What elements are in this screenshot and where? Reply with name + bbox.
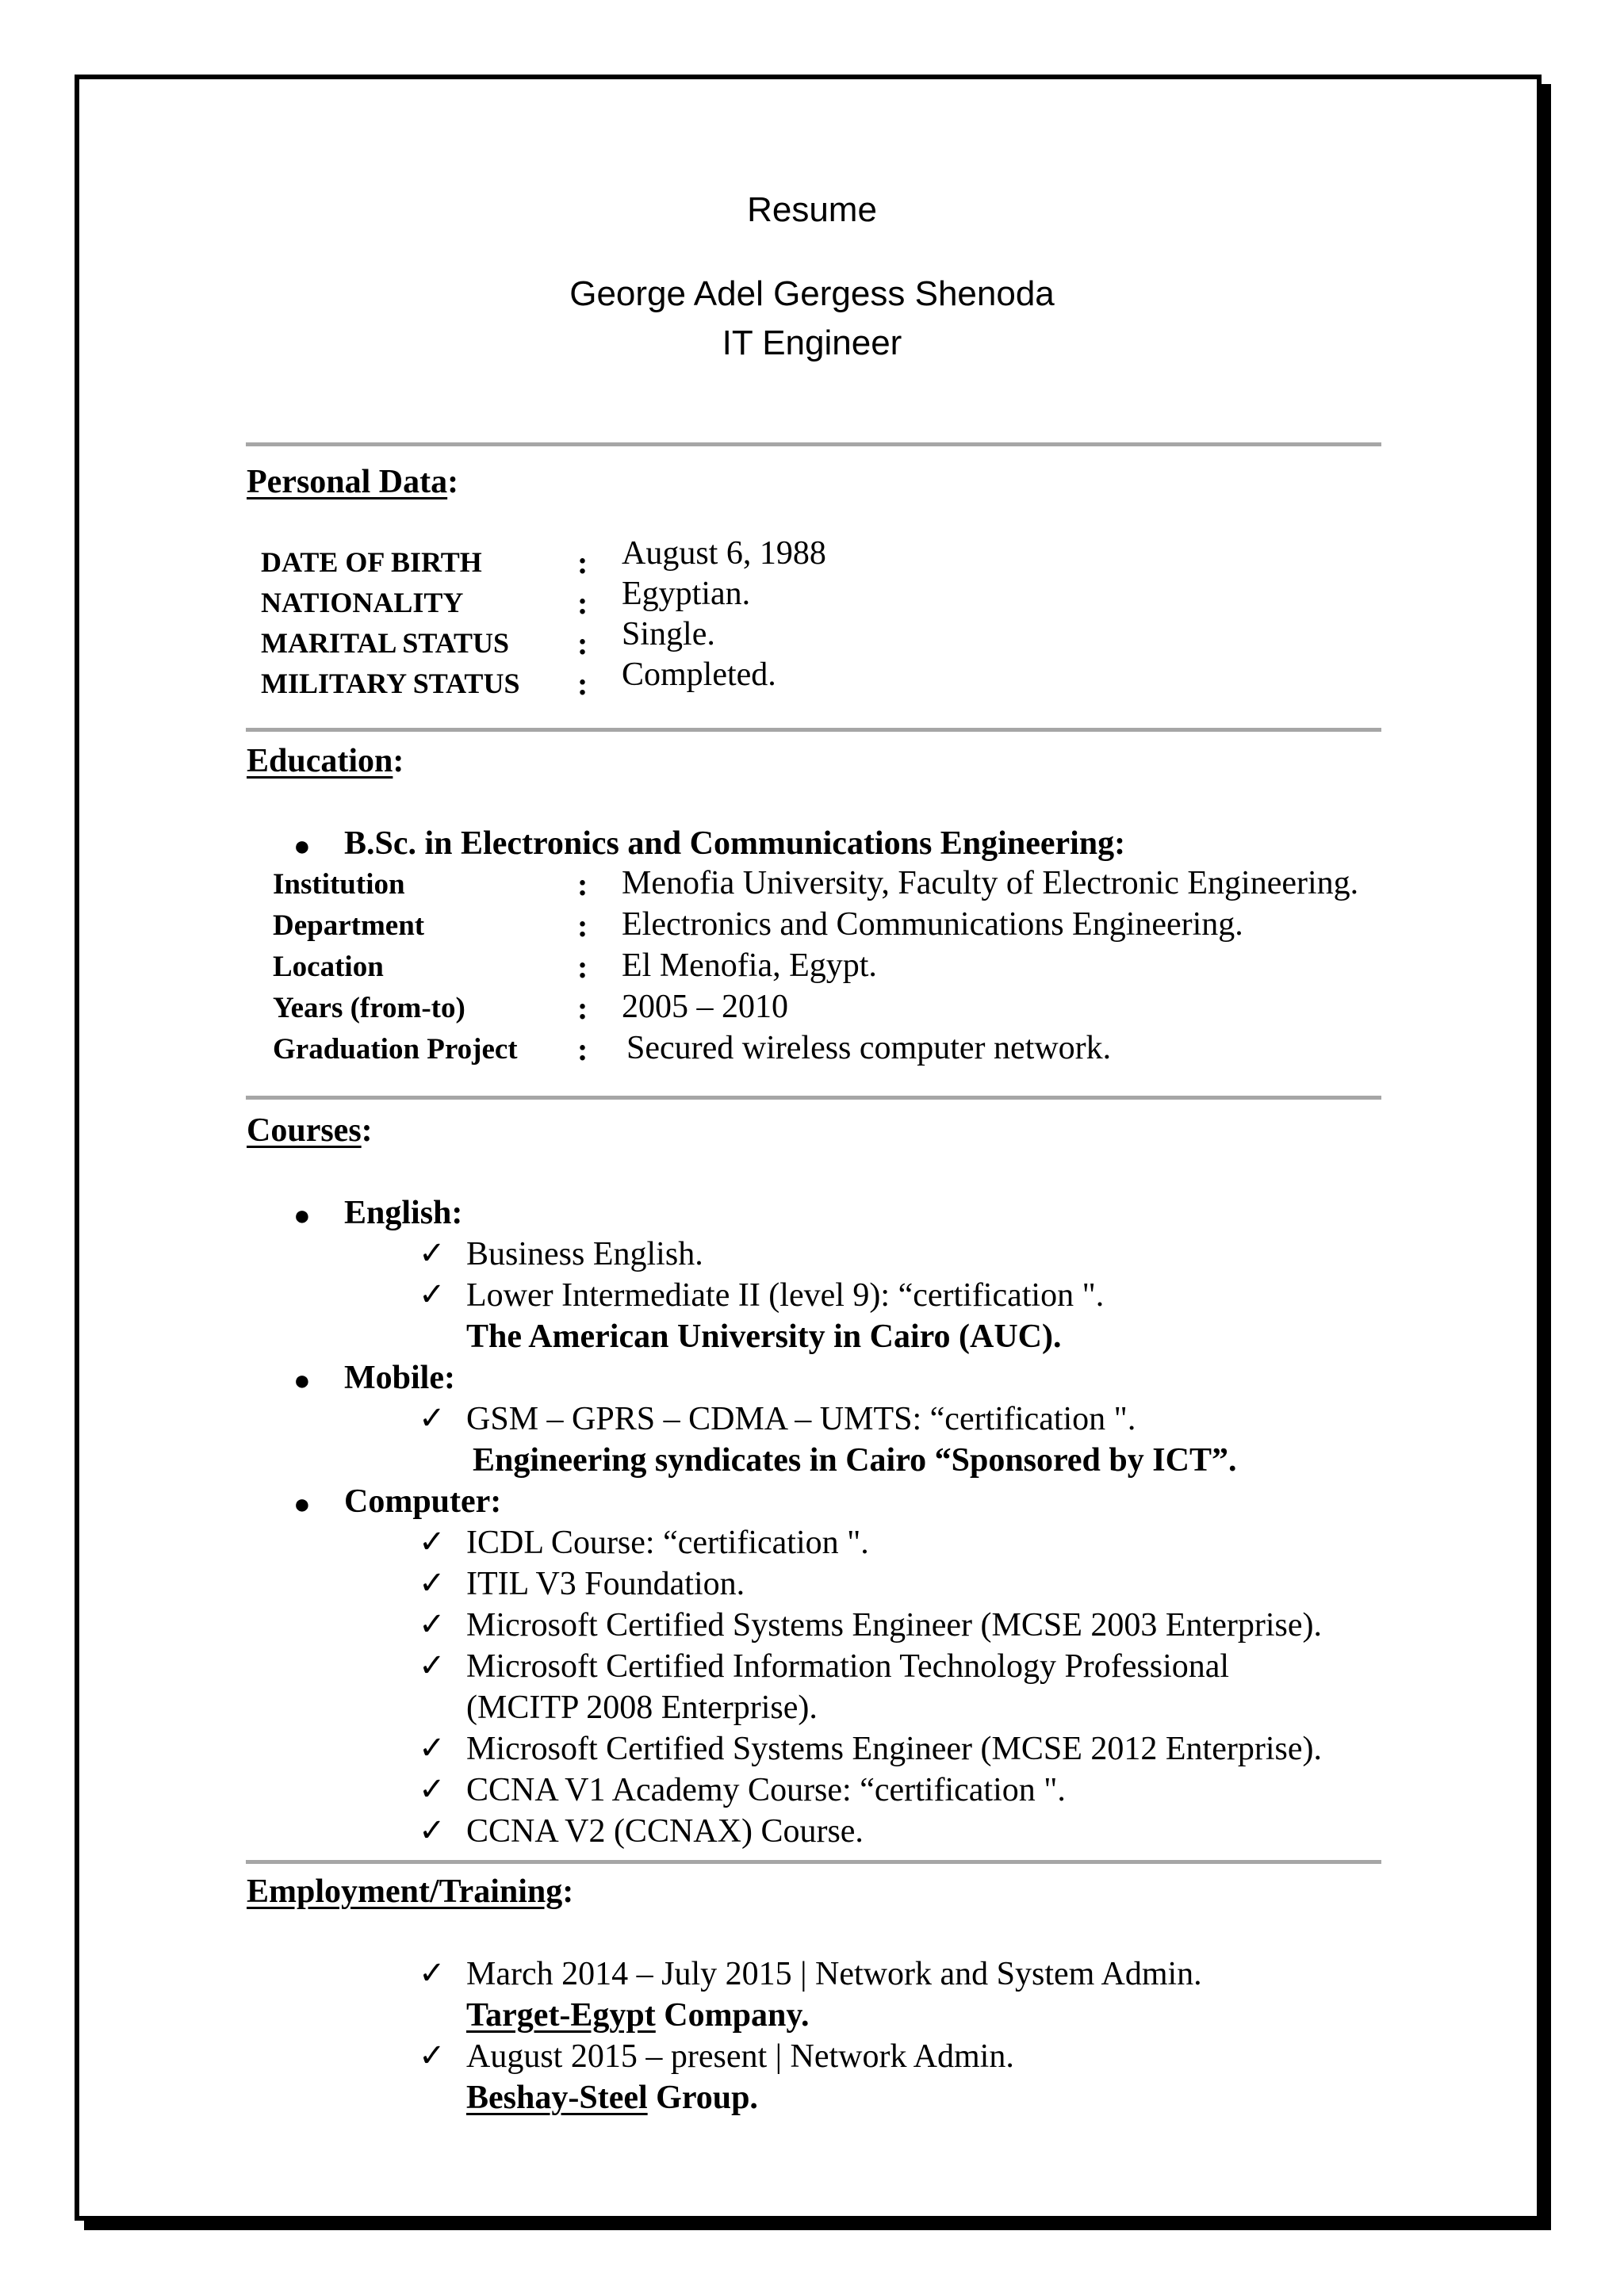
colon: : — [577, 666, 588, 702]
company-suffix: Company. — [655, 1997, 810, 2034]
check-icon: ✓ — [419, 1771, 446, 1808]
check-icon: ✓ — [419, 1955, 446, 1992]
divider — [246, 1860, 1381, 1864]
course-item: GSM – GPRS – CDMA – UMTS: “certification ". — [466, 1401, 1136, 1437]
course-provider: Engineering syndicates in Cairo “Sponsored by ICT”. — [473, 1442, 1237, 1479]
course-item: Microsoft Certified Systems Engineer (MCSE 2003 Enterprise). — [466, 1607, 1322, 1644]
candidate-role: IT Engineer — [722, 323, 902, 362]
course-item: Microsoft Certified Information Technology Professional — [466, 1648, 1230, 1685]
value-military-status: Completed. — [622, 656, 776, 693]
colon: : — [577, 867, 588, 902]
section-courses: Courses: — [247, 1112, 373, 1149]
company-name: Beshay-Steel — [466, 2080, 648, 2116]
course-group-mobile: Mobile: — [344, 1360, 455, 1396]
bullet-icon: ● — [293, 1200, 311, 1231]
label-nationality: NATIONALITY — [261, 587, 464, 618]
colon: : — [577, 908, 588, 943]
course-group-computer: Computer: — [344, 1483, 502, 1520]
check-icon: ✓ — [419, 1606, 446, 1643]
check-icon: ✓ — [419, 1524, 446, 1560]
label-military-status: MILITARY STATUS — [261, 668, 520, 699]
course-item: Microsoft Certified Systems Engineer (MCSE 2012 Enterprise). — [466, 1731, 1322, 1767]
colon: : — [577, 626, 588, 661]
course-item: Lower Intermediate II (level 9): “certification ". — [466, 1277, 1105, 1314]
course-item: CCNA V2 (CCNAX) Course. — [466, 1813, 864, 1850]
label-graduation-project: Graduation Project — [273, 1033, 518, 1066]
bullet-icon: ● — [293, 830, 311, 862]
value-nationality: Egyptian. — [622, 576, 751, 612]
colon: : — [577, 1031, 588, 1067]
label-institution: Institution — [273, 868, 405, 901]
check-icon: ✓ — [419, 1647, 446, 1684]
course-item: CCNA V1 Academy Course: “certification ". — [466, 1772, 1066, 1808]
value-date-of-birth: August 6, 1988 — [622, 535, 826, 572]
job-period: August 2015 – present | Network Admin. — [466, 2038, 1014, 2075]
check-icon: ✓ — [419, 1565, 446, 1601]
job-company — [466, 2079, 758, 2117]
check-icon: ✓ — [419, 1235, 446, 1272]
label-date-of-birth: DATE OF BIRTH — [261, 546, 482, 578]
colon: : — [577, 585, 588, 621]
section-employment: Employment/Training: — [247, 1873, 574, 1910]
divider — [246, 442, 1381, 446]
check-icon: ✓ — [419, 1276, 446, 1313]
label-marital-status: MARITAL STATUS — [261, 627, 510, 659]
label-department: Department — [273, 909, 425, 942]
check-icon: ✓ — [419, 1400, 446, 1437]
course-item: Business English. — [466, 1236, 703, 1272]
check-icon: ✓ — [419, 1812, 446, 1849]
colon: : — [577, 545, 588, 580]
resume-title: Resume — [747, 190, 877, 229]
value-marital-status: Single. — [622, 616, 715, 652]
label-years: Years (from-to) — [273, 992, 465, 1024]
course-item: ITIL V3 Foundation. — [466, 1566, 745, 1602]
company-suffix: Group. — [647, 2080, 758, 2116]
check-icon: ✓ — [419, 1730, 446, 1766]
value-institution: Menofia University, Faculty of Electronic Engineering. — [622, 865, 1359, 901]
degree-title: B.Sc. in Electronics and Communications Engineering: — [344, 825, 1126, 862]
course-provider: The American University in Cairo (AUC). — [466, 1318, 1062, 1355]
job-period: March 2014 – July 2015 | Network and System Admin. — [466, 1956, 1202, 1992]
course-group-english: English: — [344, 1195, 463, 1231]
value-years: 2005 – 2010 — [622, 989, 788, 1025]
candidate-name: George Adel Gergess Shenoda — [569, 274, 1055, 313]
value-graduation-project: Secured wireless computer network. — [626, 1030, 1112, 1066]
course-item-continued: (MCITP 2008 Enterprise). — [466, 1689, 818, 1726]
section-education: Education: — [247, 743, 404, 779]
section-personal-data: Personal Data: — [247, 464, 459, 500]
check-icon: ✓ — [419, 2038, 446, 2074]
divider — [246, 728, 1381, 732]
label-location: Location — [273, 951, 384, 983]
company-name: Target-Egypt — [466, 1997, 656, 2034]
bullet-icon: ● — [293, 1488, 311, 1520]
job-company — [466, 1996, 810, 2034]
divider — [246, 1096, 1381, 1100]
colon: : — [577, 949, 588, 985]
colon: : — [577, 990, 588, 1026]
value-location: El Menofia, Egypt. — [622, 947, 877, 984]
value-department: Electronics and Communications Engineering. — [622, 906, 1243, 943]
course-item: ICDL Course: “certification ". — [466, 1525, 869, 1561]
bullet-icon: ● — [293, 1364, 311, 1396]
